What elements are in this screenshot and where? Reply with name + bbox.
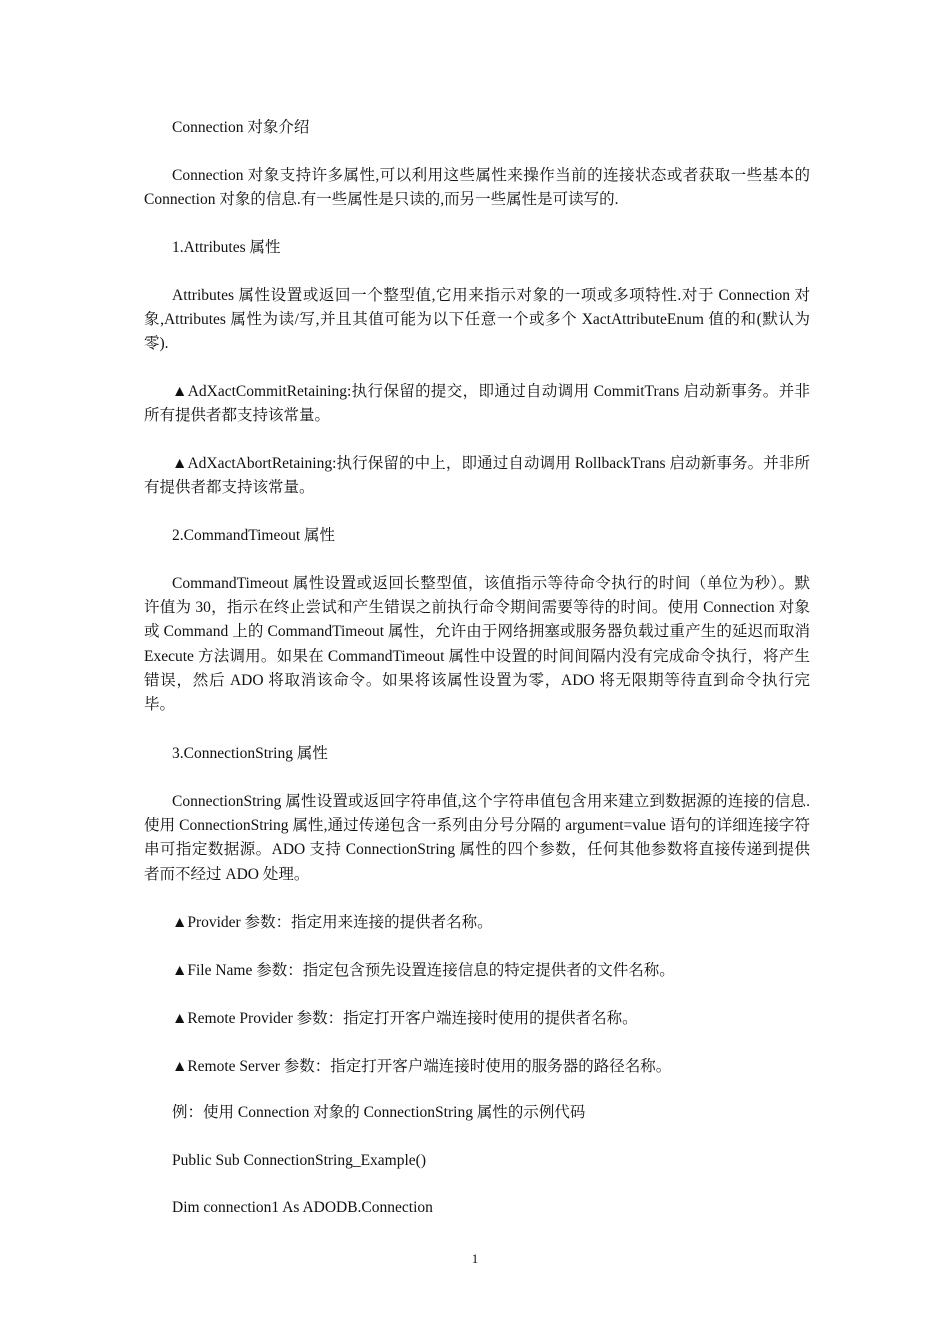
bullet-item: ▲Remote Server 参数：指定打开客户端连接时使用的服务器的路径名称。 <box>172 1058 672 1075</box>
body-paragraph: Attributes 属性设置或返回一个整型值,它用来指示对象的一项或多项特性.对于 Connection 对象,Attributes 属性为读/写,并且其值可能为以下任意一个或多个 XactAttributeEnum 值的和(默认为零). <box>144 287 810 353</box>
code-line: Dim connection1 As ADODB.Connection <box>172 1199 433 1216</box>
subsection-heading: 2.CommandTimeout 属性 <box>172 527 336 544</box>
bullet-item: ▲AdXactCommitRetaining:执行保留的提交，即通过自动调用 CommitTrans 启动新事务。并非所有提供者都支持该常量。 <box>144 383 810 425</box>
body-paragraph: CommandTimeout 属性设置或返回长整型值，该值指示等待命令执行的时间（单位为秒）。默许值为 30，指示在终止尝试和产生错误之前执行命令期间需要等待的时间。使用 Connection 对象或 Command 上的 CommandTimeout 属性，允许由于网络拥塞或服务器负载过重产生的延迟而取消 Execute 方法调用。如果在 CommandTimeout 属性中设置的时间间隔内没有完成命令执行，将产生错误，然后 ADO 将取消该命令。如果将该属性设置为零，ADO 将无限期等待直到命令执行完毕。 <box>144 575 810 714</box>
code-line: Public Sub ConnectionString_Example() <box>172 1152 427 1169</box>
example-caption: 例：使用 Connection 对象的 ConnectionString 属性的示例代码 <box>172 1104 586 1121</box>
body-paragraph: ConnectionString 属性设置或返回字符串值,这个字符串值包含用来建立到数据源的连接的信息.使用 ConnectionString 属性,通过传递包含一系列由分号分隔的 argument=value 语句的详细连接字符串可指定数据源。ADO 支持 ConnectionString 属性的四个参数，任何其他参数将直接传递到提供者而不经过 ADO 处理。 <box>144 793 810 883</box>
bullet-item: ▲AdXactAbortRetaining:执行保留的中上，即通过自动调用 RollbackTrans 启动新事务。并非所有提供者都支持该常量。 <box>144 455 810 497</box>
bullet-item: ▲Remote Provider 参数：指定打开客户端连接时使用的提供者名称。 <box>172 1010 638 1027</box>
bullet-item: ▲Provider 参数：指定用来连接的提供者名称。 <box>172 914 493 931</box>
page-number: 1 <box>471 1251 479 1266</box>
subsection-heading: 3.ConnectionString 属性 <box>172 745 328 762</box>
bullet-item: ▲File Name 参数：指定包含预先设置连接信息的特定提供者的文件名称。 <box>172 962 675 979</box>
subsection-heading: 1.Attributes 属性 <box>172 239 281 256</box>
section-heading: Connection 对象介绍 <box>172 119 310 136</box>
body-paragraph: Connection 对象支持许多属性,可以利用这些属性来操作当前的连接状态或者获取一些基本的 Connection 对象的信息.有一些属性是只读的,而另一些属性是可读写的. <box>144 167 810 209</box>
